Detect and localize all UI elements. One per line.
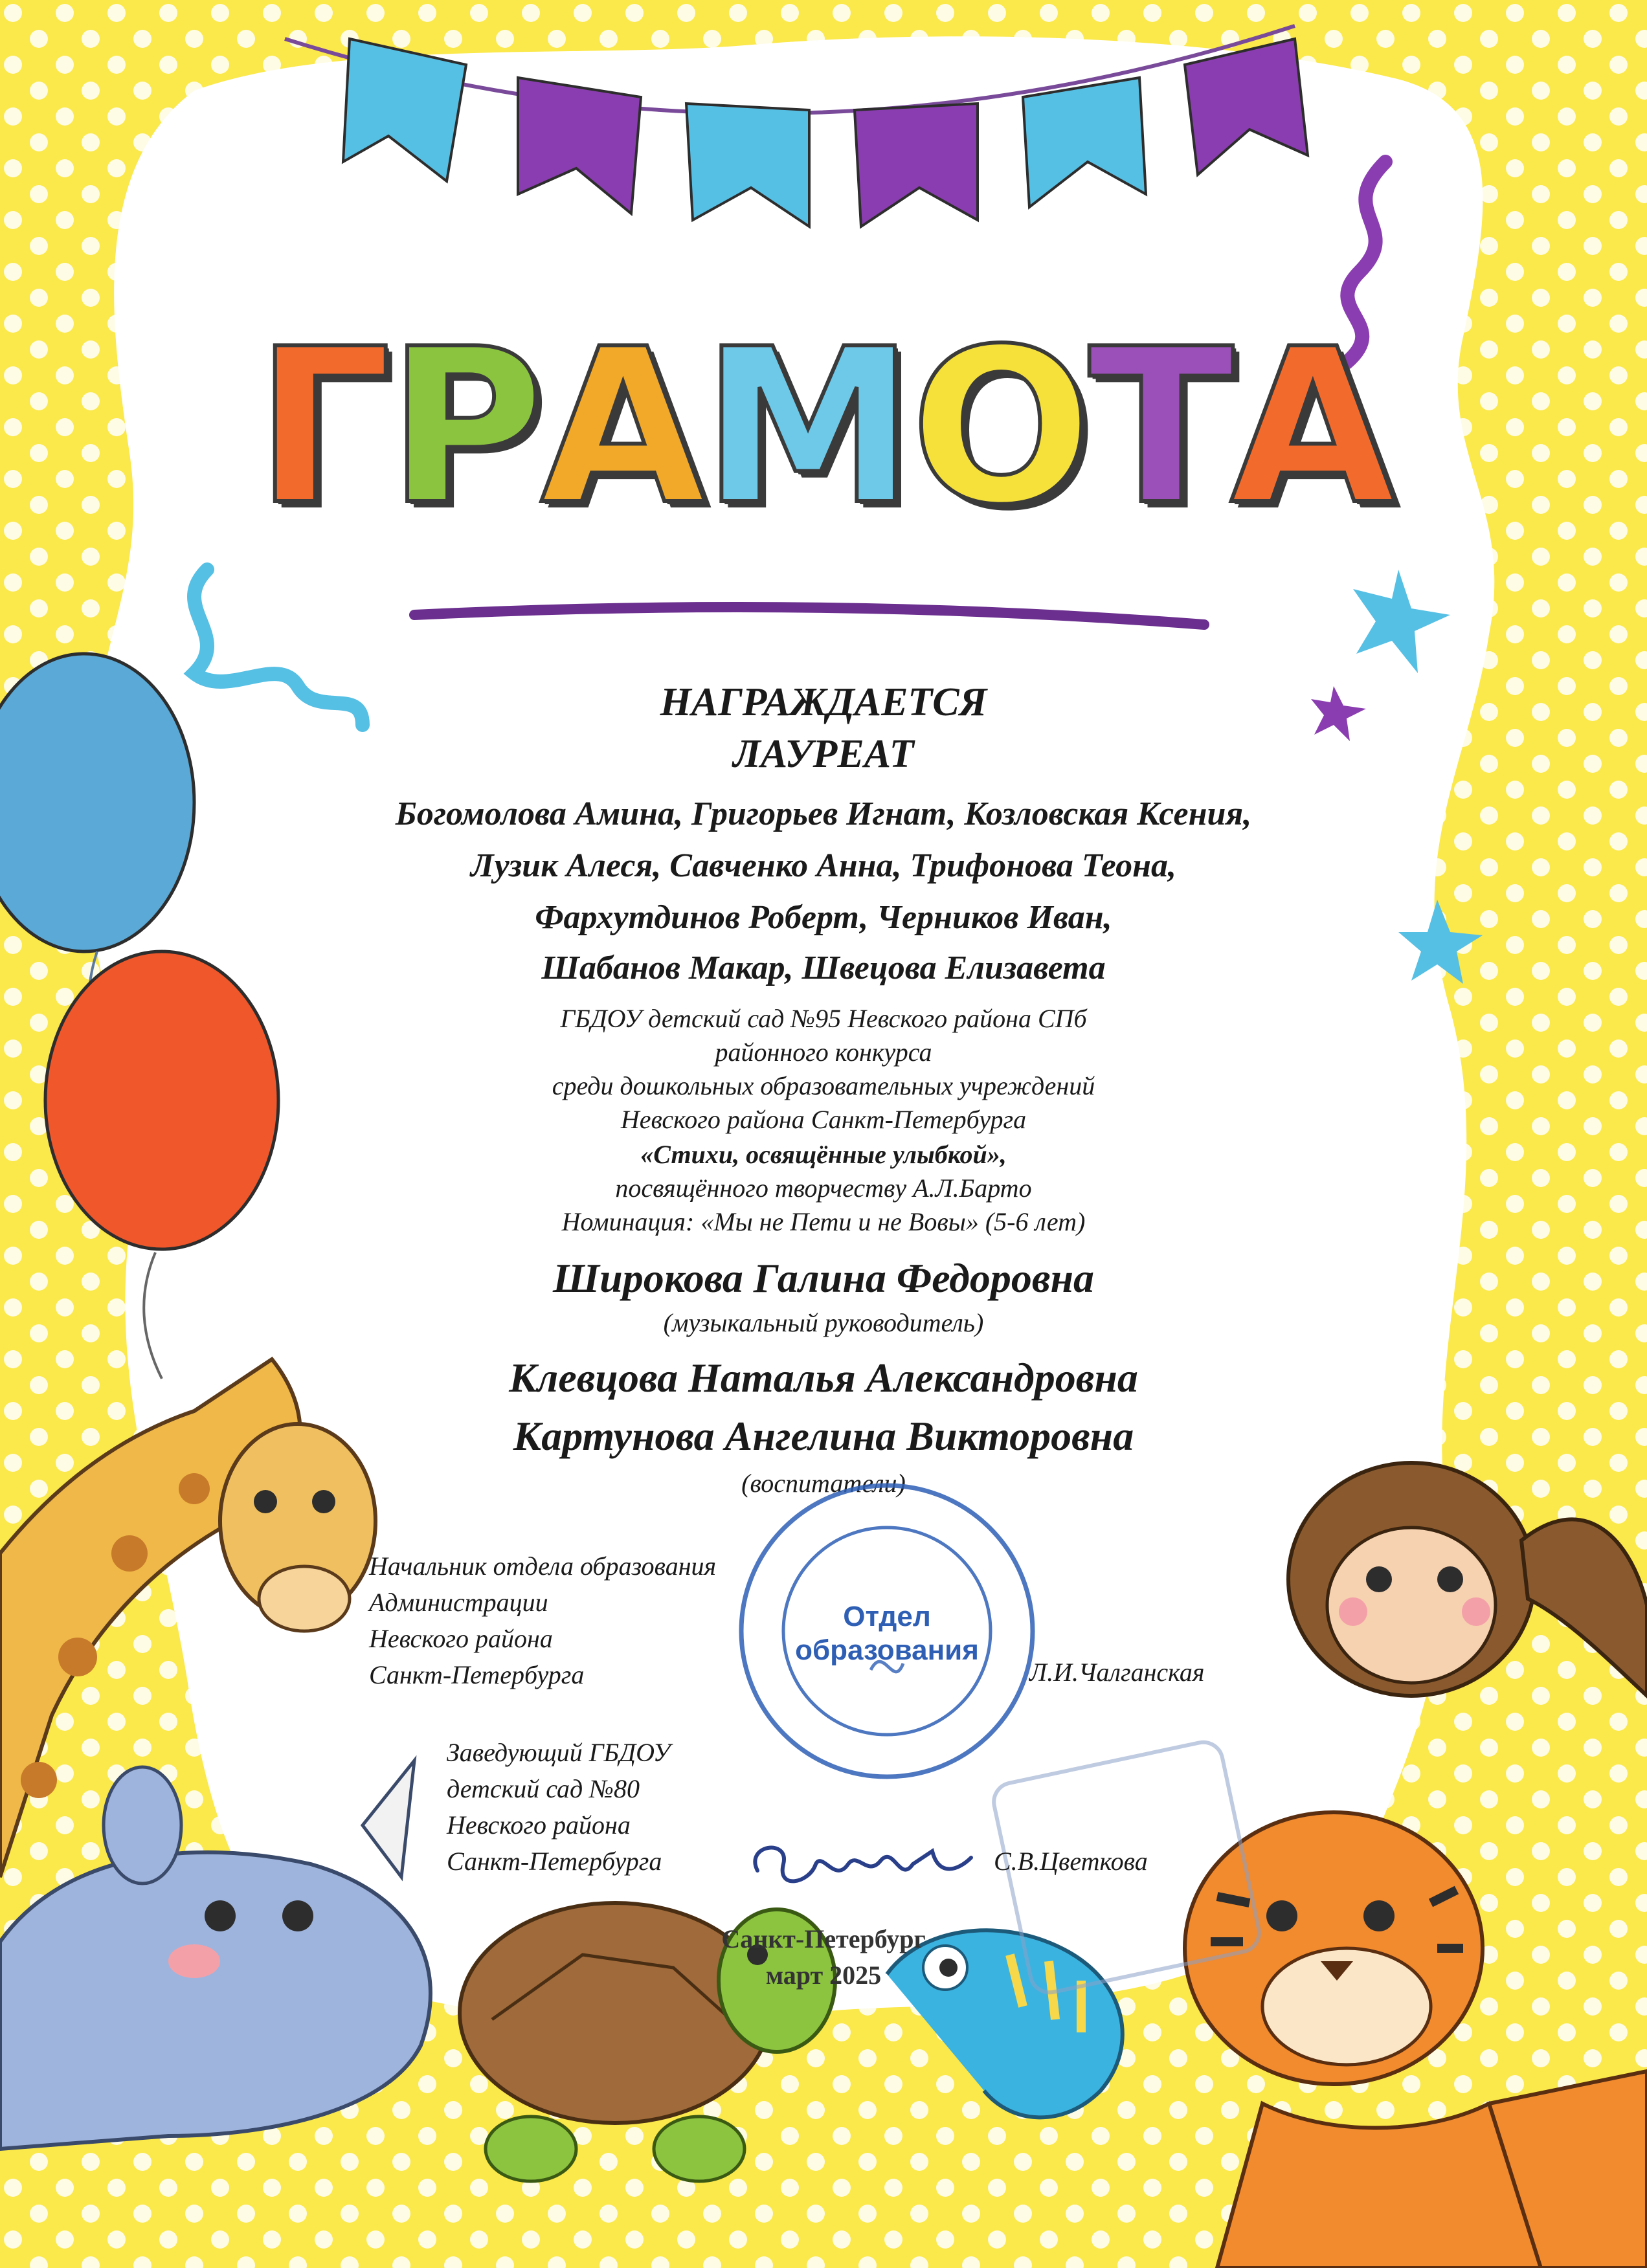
body-line: ГБДОУ детский сад №95 Невского района СПб <box>560 1004 1087 1033</box>
children-line: Богомолова Амина, Григорьев Игнат, Козловская Ксения, <box>395 795 1252 832</box>
title-letter: Р <box>387 303 541 551</box>
children-line: Фархутдинов Роберт, Черников Иван, <box>535 899 1112 936</box>
body-line: посвящённого творчеству А.Л.Барто <box>615 1173 1032 1203</box>
date: март 2025 <box>765 1961 882 1990</box>
body-line: районного конкурса <box>715 1038 932 1067</box>
title-letter: А <box>540 303 702 551</box>
rank-text: ЛАУРЕАТ <box>733 732 914 776</box>
stamp-line: образования <box>795 1634 979 1666</box>
nomination-line: Номинация: «Мы не Пети и не Вовы» (5-6 лет) <box>561 1207 1086 1236</box>
title-letter: А <box>1230 303 1392 551</box>
place: Санкт-Петербург <box>721 1924 926 1953</box>
title-letter: Г <box>255 303 388 551</box>
children-line: Шабанов Макар, Швецова Елизавета <box>541 950 1106 986</box>
title-letter: Т <box>1088 303 1231 551</box>
award-text: НАГРАЖДАЕТСЯ <box>660 680 987 724</box>
body-line: среди дошкольных образовательных учреждений <box>552 1071 1095 1100</box>
educator-name: Клевцова Наталья Александровна <box>509 1355 1138 1401</box>
contest-name: «Стихи, освящённые улыбкой», <box>640 1140 1007 1169</box>
signatory-1-name: Л.И.Чалганская <box>1029 1658 1205 1687</box>
signatory-2-name: С.В.Цветкова <box>994 1847 1148 1876</box>
signatory-2-title: Заведующий ГБДОУ детский сад №80 Невского района Санкт-Петербурга <box>447 1738 671 1876</box>
certificate-title <box>0 303 1647 551</box>
music-teacher-role: (музыкальный руководитель) <box>663 1308 984 1337</box>
title-letter: О <box>910 303 1088 551</box>
children-line: Лузик Алеся, Савченко Анна, Трифонова Теона, <box>470 847 1177 884</box>
handwritten-signature <box>738 1825 997 1909</box>
body-line: Невского района Санкт-Петербурга <box>620 1105 1027 1134</box>
educator-name: Картунова Ангелина Викторовна <box>513 1413 1134 1459</box>
signatory-1-title: Начальник отдела образования Администрации Невского района Санкт-Петербурга <box>369 1551 717 1689</box>
educators-role: (воспитатели) <box>741 1469 906 1498</box>
title-letter: М <box>702 303 911 551</box>
music-teacher-name: Широкова Галина Федоровна <box>553 1255 1094 1301</box>
stamp-line: Отдел <box>843 1601 931 1632</box>
official-stamp <box>732 1476 1042 1786</box>
